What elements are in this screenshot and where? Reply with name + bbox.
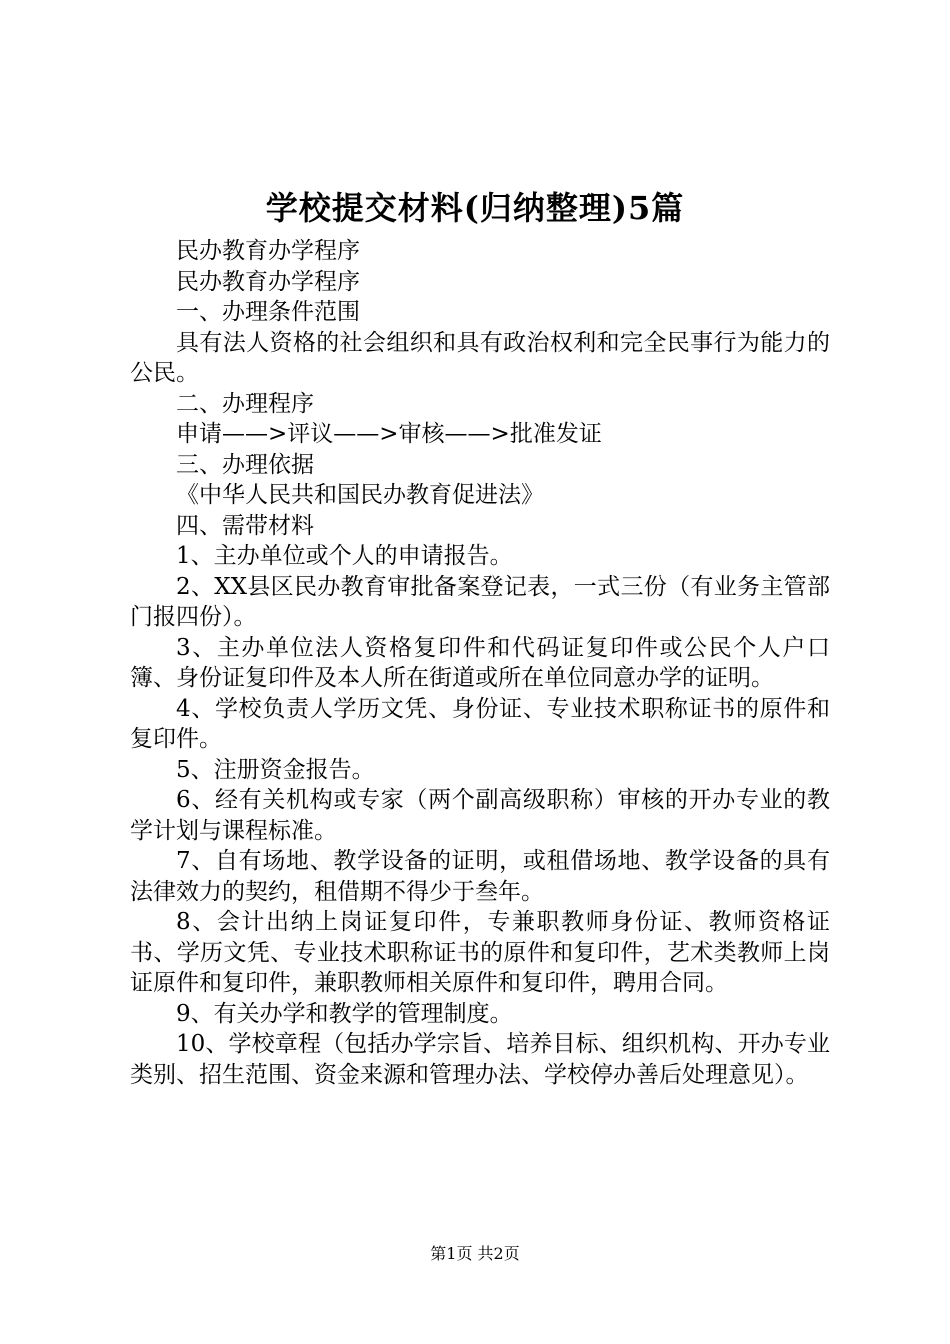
paragraph: 申请——>评议——>审核——>批准发证 — [176, 421, 602, 447]
paragraph: 民办教育办学程序 — [176, 238, 360, 264]
list-item: 1、主办单位或个人的申请报告。 — [176, 543, 513, 569]
paragraph: 《中华人民共和国民办教育促进法》 — [176, 482, 544, 508]
list-item: 10、学校章程（包括办学宗旨、培养目标、组织机构、开办专业类别、招生范围、资金来源和管理办法、学校停办善后处理意见）。 — [130, 1031, 830, 1088]
page-footer: 第1页 共2页 — [430, 1244, 520, 1263]
paragraph: 具有法人资格的社会组织和具有政治权利和完全民事行为能力的公民。 — [130, 329, 830, 386]
list-item: 3、主办单位法人资格复印件和代码证复印件或公民个人户口簿、身份证复印件及本人所在街道或所在单位同意办学的证明。 — [130, 634, 830, 691]
list-item: 5、注册资金报告。 — [176, 756, 375, 783]
list-item: 2、XX县区民办教育审批备案登记表，一式三份（有业务主管部门报四份）。 — [130, 573, 830, 630]
list-item: 9、有关办学和教学的管理制度。 — [176, 1000, 513, 1027]
document-title: 学校提交材料(归纳整理)5篇 — [265, 189, 685, 227]
list-item: 8、会计出纳上岗证复印件，专兼职教师身份证、教师资格证书、学历文凭、专业技术职称证书的原件和复印件，艺术类教师上岗证原件和复印件，兼职教师相关原件和复印件，聘用合同。 — [130, 909, 830, 996]
document-body — [130, 236, 830, 1090]
section-heading: 三、办理依据 — [176, 451, 314, 478]
paragraph: 民办教育办学程序 — [176, 268, 360, 295]
list-item: 6、经有关机构或专家（两个副高级职称）审核的开办专业的教学计划与课程标准。 — [130, 787, 830, 844]
section-heading: 四、需带材料 — [176, 512, 314, 539]
section-heading: 一、办理条件范围 — [176, 299, 360, 325]
list-item: 4、学校负责人学历文凭、身份证、专业技术职称证书的原件和复印件。 — [130, 695, 830, 752]
list-item: 7、自有场地、教学设备的证明，或租借场地、教学设备的具有法律效力的契约，租借期不得少于叁年。 — [130, 848, 830, 905]
section-heading: 二、办理程序 — [176, 390, 314, 417]
